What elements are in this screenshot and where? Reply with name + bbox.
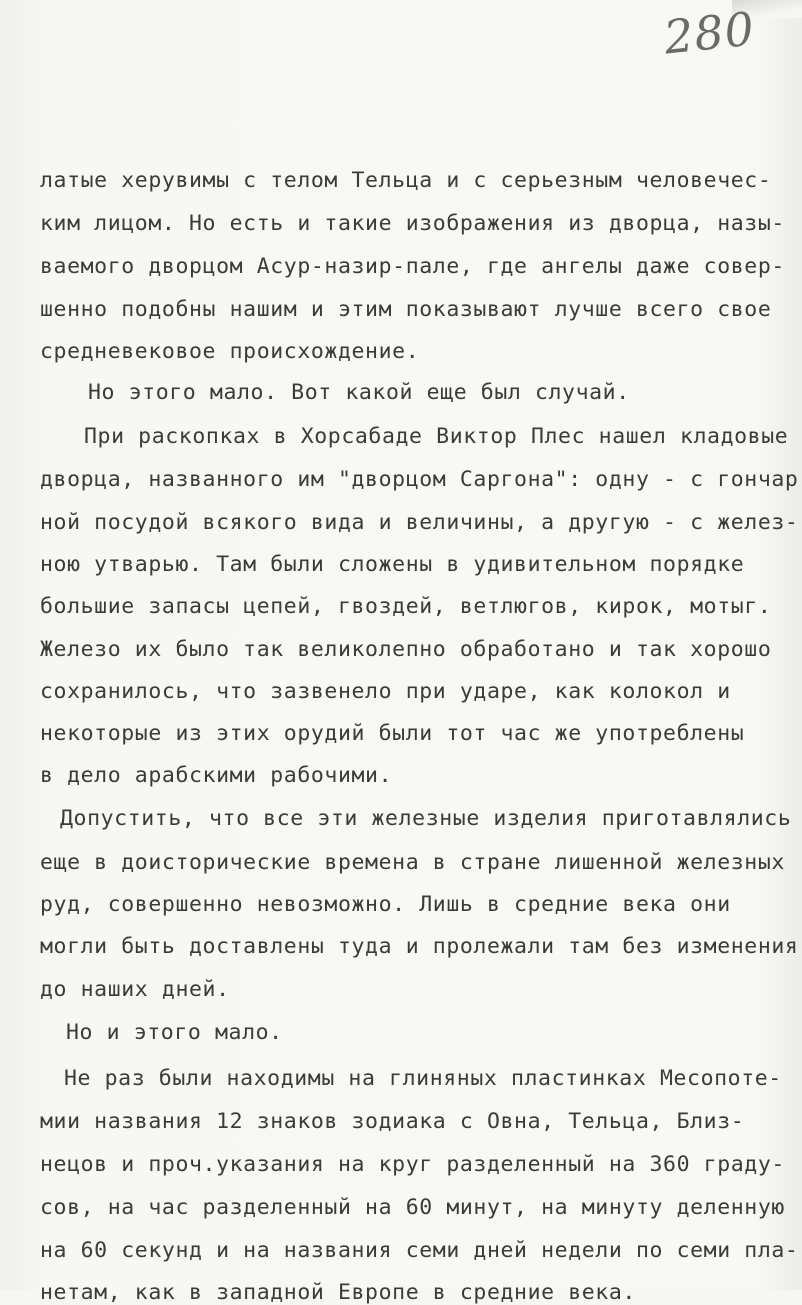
text-line: некоторые из этих орудий были тот час же употреблены: [40, 721, 745, 746]
text-line: ким лицом. Но есть и такие изображения из дворца, назы-: [40, 211, 785, 236]
text-line: ной посудой всякого вида и величины, а другую - с желез-: [40, 510, 799, 535]
text-line: мии названия 12 знаков зодиака с Овна, Тельца, Близ-: [40, 1109, 745, 1134]
text-line: При раскопках в Хорсабаде Виктор Плес нашел кладовые: [84, 424, 789, 449]
text-line: ваемого дворцом Асур-назир-пале, где ангелы даже совер-: [40, 254, 785, 279]
text-line: в дело арабскими рабочими.: [40, 763, 393, 788]
text-line: Но этого мало. Вот какой еще был случай.: [88, 380, 630, 405]
text-line: руд, совершенно невозможно. Лишь в средние века они: [40, 892, 731, 917]
text-line: нецов и проч.указания на круг разделенный на 360 граду-: [40, 1152, 785, 1177]
text-line: до наших дней.: [40, 977, 230, 1002]
text-line: средневековое происхождение.: [40, 339, 420, 364]
text-line: еще в доисторические времена в стране лишенной железных: [40, 850, 785, 875]
text-line: могли быть доставлены туда и пролежали там без изменения: [40, 934, 799, 959]
text-line: Железо их было так великолепно обработано и так хорошо: [40, 637, 772, 662]
text-line: нетам, как в западной Европе в средние века.: [40, 1280, 636, 1305]
text-line: на 60 секунд и на названия семи дней недели по семи пла-: [40, 1238, 799, 1263]
text-line: дворца, названного им "дворцом Саргона": одну - с гончар: [40, 467, 799, 492]
text-line: латые херувимы с телом Тельца и с серьезным человечес-: [40, 168, 772, 193]
text-line: Но и этого мало.: [66, 1020, 283, 1045]
text-line: Допустить, что все эти железные изделия приготавлялись: [60, 806, 792, 831]
folio-number: 280: [661, 1, 758, 65]
text-line: сохранилось, что зазвенело при ударе, как колокол и: [40, 679, 731, 704]
text-line: ною утварью. Там были сложены в удивительном порядке: [40, 552, 745, 577]
text-line: шенно подобны нашим и этим показывают лучше всего свое: [40, 297, 772, 322]
text-line: большие запасы цепей, гвоздей, ветлюгов, кирок, мотыг.: [40, 594, 772, 619]
text-line: Не раз были находимы на глиняных пластинках Месопоте-: [64, 1066, 782, 1091]
text-line: сов, на час разделенный на 60 минут, на минуту деленную: [40, 1195, 785, 1220]
